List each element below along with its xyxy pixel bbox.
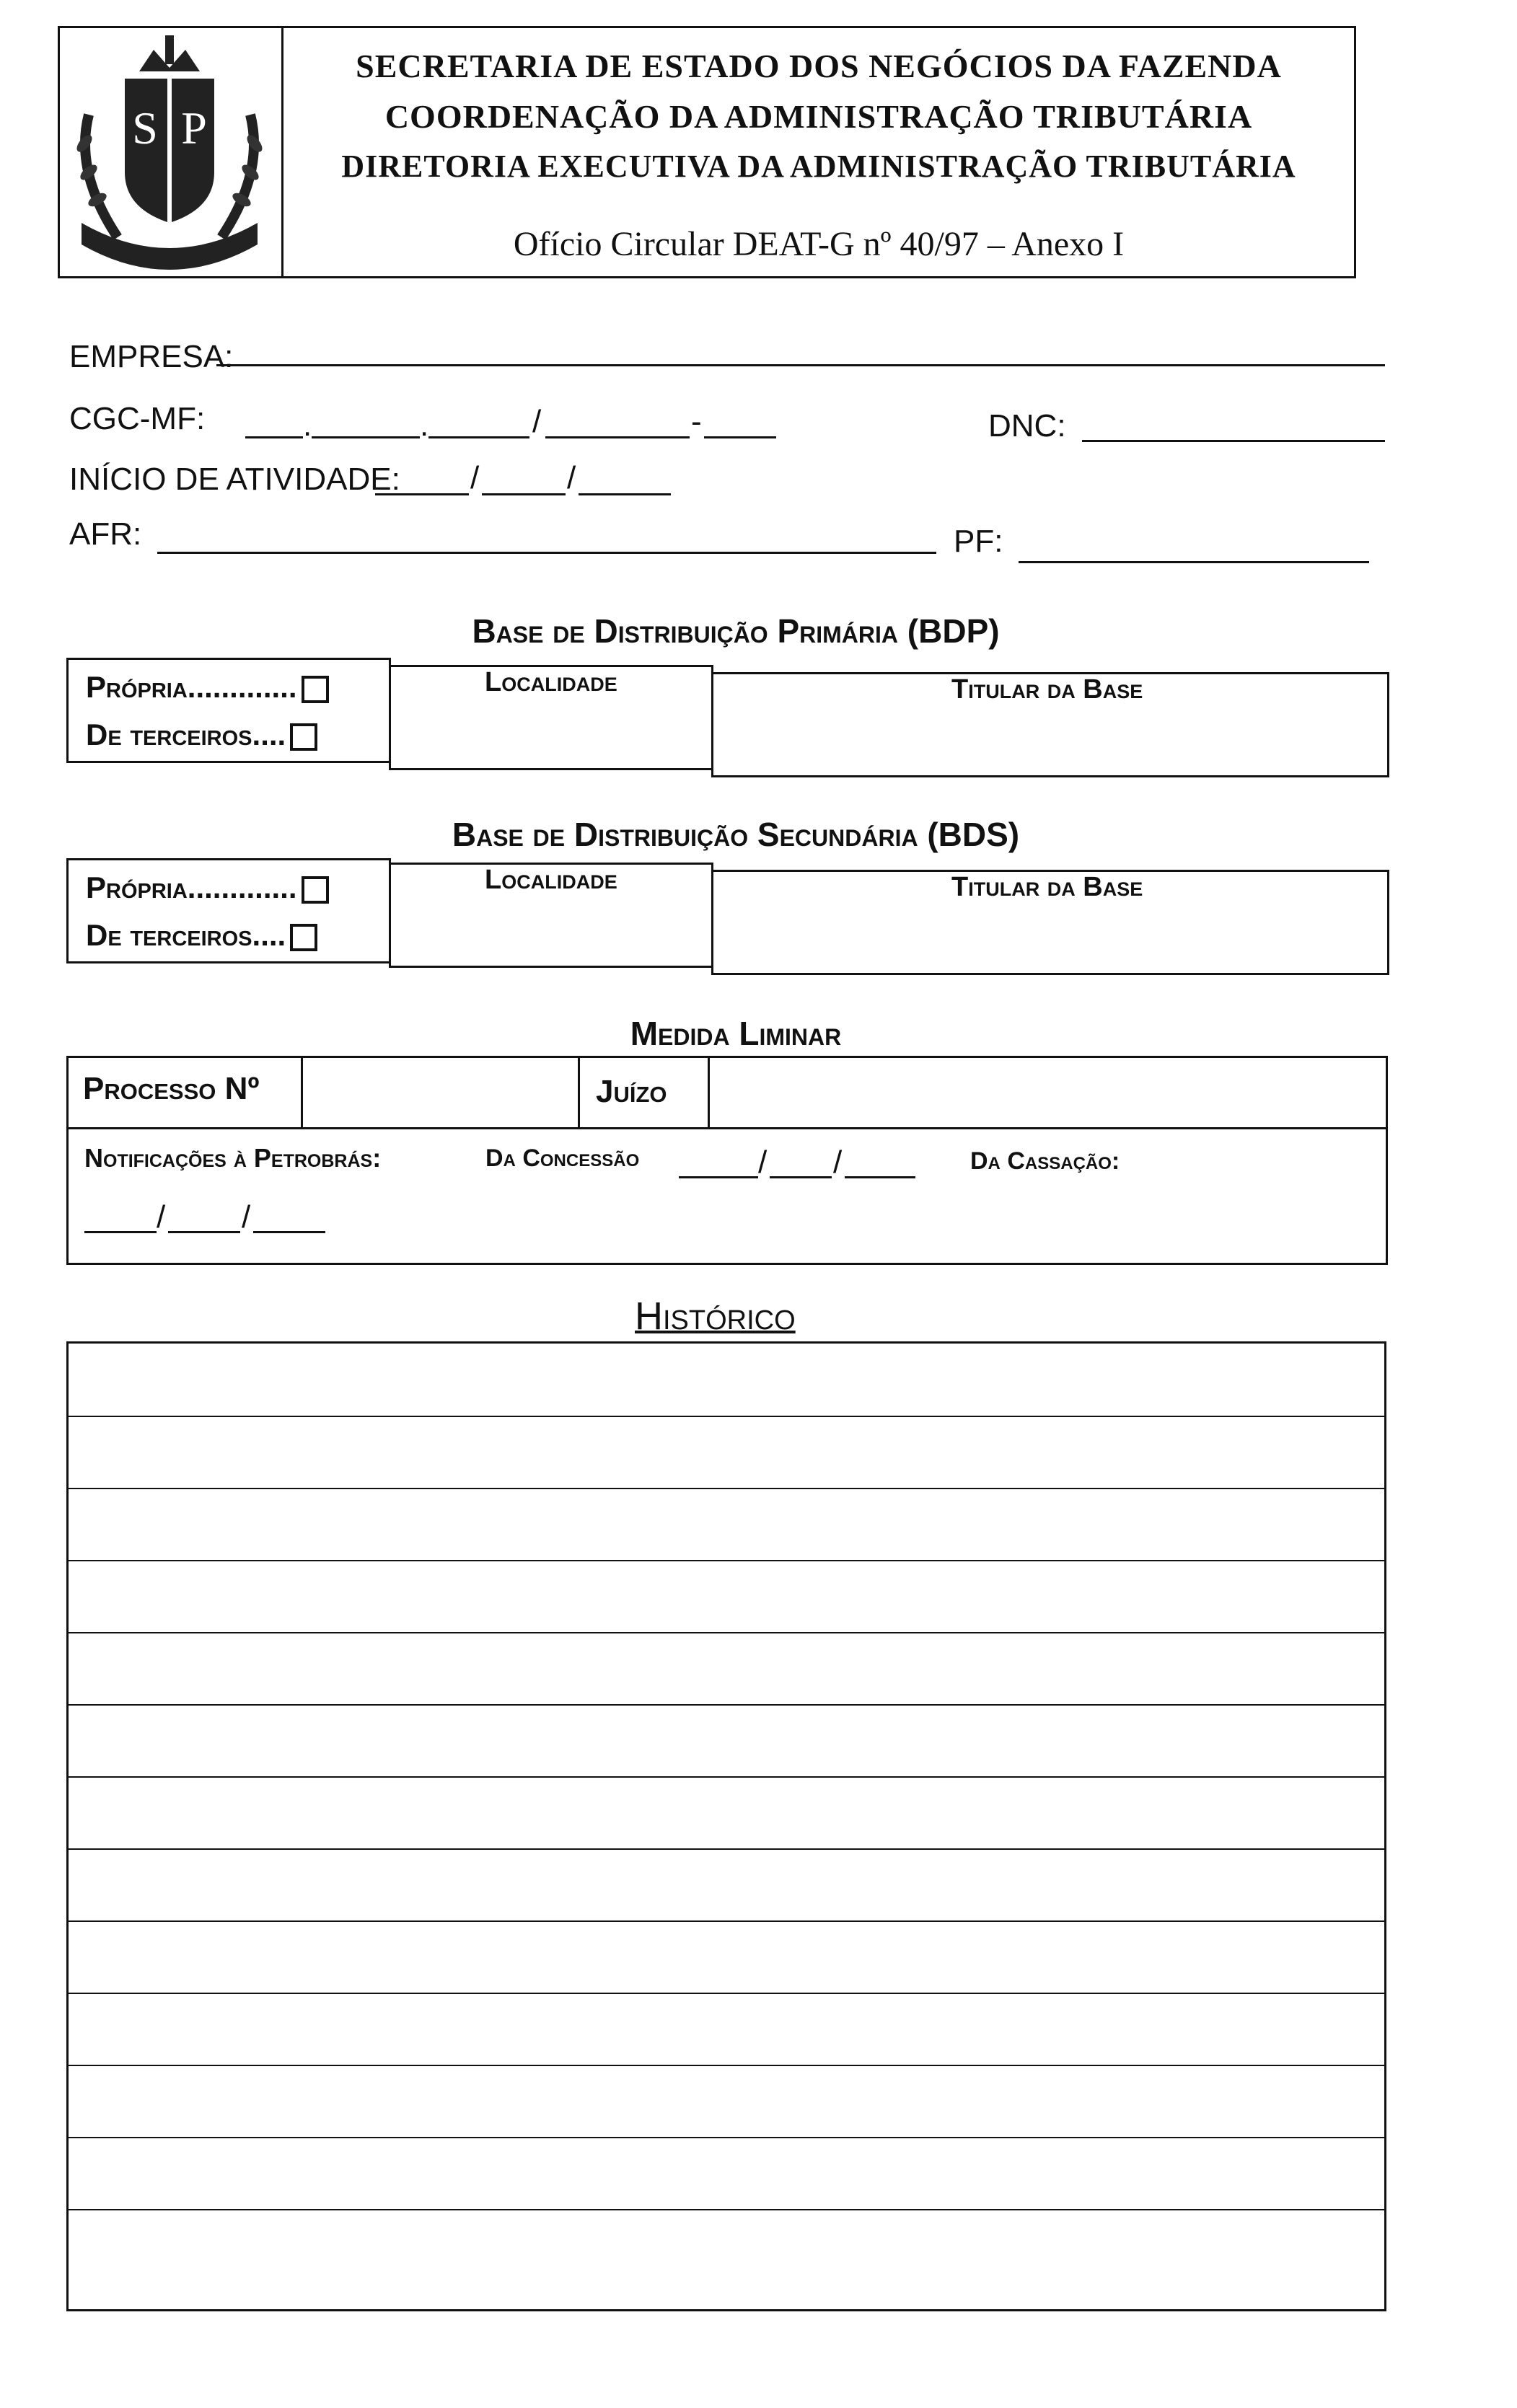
header-line-2: COORDENAÇÃO DA ADMINISTRAÇÃO TRIBUTÁRIA bbox=[384, 98, 1253, 135]
header-text-block bbox=[283, 28, 1354, 276]
processo-label-cell bbox=[69, 1058, 303, 1127]
historico-box[interactable] bbox=[66, 1341, 1386, 2311]
historico-line bbox=[69, 1488, 1384, 1489]
cgc-field-2[interactable] bbox=[312, 436, 420, 438]
notificacoes-label: Notificações à Petrobrás: bbox=[84, 1143, 382, 1173]
dnc-field[interactable] bbox=[1082, 440, 1385, 442]
cassacao-sep-2: / bbox=[242, 1199, 251, 1235]
bds-terceiros-option[interactable] bbox=[86, 918, 317, 953]
processo-label: Processo Nº bbox=[83, 1071, 260, 1106]
cgc-sep-1: . bbox=[303, 407, 312, 443]
bds-localidade-cell[interactable] bbox=[389, 863, 713, 968]
bds-propria-checkbox[interactable] bbox=[302, 876, 329, 904]
state-seal bbox=[60, 28, 283, 276]
concessao-day-field[interactable] bbox=[679, 1176, 758, 1178]
document-header bbox=[58, 26, 1356, 278]
historico-line bbox=[69, 1920, 1384, 1922]
bdp-propria-option[interactable] bbox=[86, 670, 329, 705]
bds-propria-option[interactable] bbox=[86, 870, 329, 905]
svg-text:S: S bbox=[132, 102, 158, 154]
cgc-field-3[interactable] bbox=[428, 436, 529, 438]
afr-field[interactable] bbox=[157, 552, 936, 554]
cassacao-sep-1: / bbox=[157, 1199, 166, 1235]
header-line-1: SECRETARIA DE ESTADO DOS NEGÓCIOS DA FAZENDA bbox=[356, 48, 1282, 84]
bds-title: Base de Distribuição Secundária (BDS) bbox=[452, 816, 1020, 853]
historico-line bbox=[69, 2137, 1384, 2138]
cgc-field-5[interactable] bbox=[704, 436, 776, 438]
historico-line bbox=[69, 1416, 1384, 1417]
afr-label: AFR: bbox=[69, 516, 142, 552]
bdp-titular-cell[interactable] bbox=[711, 672, 1389, 777]
inicio-sep-1: / bbox=[470, 460, 480, 495]
liminar-title: Medida Liminar bbox=[630, 1015, 842, 1052]
processo-field[interactable] bbox=[303, 1058, 580, 1127]
pf-field[interactable] bbox=[1019, 561, 1369, 563]
historico-line bbox=[69, 1776, 1384, 1778]
bdp-propria-checkbox[interactable] bbox=[302, 676, 329, 703]
cassacao-day-field[interactable] bbox=[84, 1231, 157, 1233]
historico-line bbox=[69, 2209, 1384, 2210]
sao-paulo-coat-of-arms-icon bbox=[60, 28, 279, 276]
historico-line bbox=[69, 1993, 1384, 1994]
cgc-field-4[interactable] bbox=[545, 436, 690, 438]
bds-type-box bbox=[66, 858, 391, 963]
bdp-localidade-label: Localidade bbox=[485, 667, 617, 697]
header-line-3: DIRETORIA EXECUTIVA DA ADMINISTRAÇÃO TRIBUTÁRIA bbox=[341, 149, 1296, 184]
bds-localidade-label: Localidade bbox=[485, 865, 617, 895]
empresa-field[interactable] bbox=[216, 364, 1385, 366]
concessao-sep-1: / bbox=[758, 1145, 768, 1180]
bds-titular-cell[interactable] bbox=[711, 870, 1389, 975]
cassacao-month-field[interactable] bbox=[168, 1231, 240, 1233]
cgc-field-1[interactable] bbox=[245, 436, 303, 438]
juizo-label: Juízo bbox=[596, 1074, 667, 1109]
bdp-localidade-cell[interactable] bbox=[389, 665, 713, 770]
bds-terceiros-label: De terceiros.... bbox=[86, 918, 286, 952]
juizo-field[interactable] bbox=[710, 1058, 1386, 1127]
inicio-year-field[interactable] bbox=[579, 493, 671, 495]
bds-terceiros-checkbox[interactable] bbox=[290, 924, 317, 951]
cgc-label: CGC-MF: bbox=[69, 401, 206, 436]
empresa-label: EMPRESA: bbox=[69, 339, 234, 374]
cgc-sep-4: - bbox=[691, 404, 702, 439]
historico-line bbox=[69, 1704, 1384, 1706]
bds-propria-label: Própria............. bbox=[86, 870, 297, 904]
historico-line bbox=[69, 1632, 1384, 1633]
pf-label: PF: bbox=[954, 524, 1003, 559]
dnc-label: DNC: bbox=[988, 408, 1066, 444]
inicio-atividade-label: INÍCIO DE ATIVIDADE: bbox=[69, 462, 400, 497]
concessao-label: Da Concessão bbox=[485, 1145, 640, 1172]
bdp-terceiros-label: De terceiros.... bbox=[86, 718, 286, 751]
historico-title: Histórico bbox=[635, 1295, 796, 1338]
inicio-day-field[interactable] bbox=[375, 493, 469, 495]
cgc-sep-2: . bbox=[420, 407, 429, 443]
bdp-titular-label: Titular da Base bbox=[951, 674, 1143, 705]
historico-line bbox=[69, 1848, 1384, 1850]
bdp-type-box bbox=[66, 658, 391, 763]
bds-titular-label: Titular da Base bbox=[951, 872, 1143, 902]
svg-text:P: P bbox=[181, 102, 207, 154]
cgc-sep-3: / bbox=[532, 404, 542, 439]
juizo-label-cell bbox=[580, 1058, 710, 1127]
concessao-sep-2: / bbox=[833, 1145, 843, 1180]
inicio-sep-2: / bbox=[567, 460, 576, 495]
liminar-box bbox=[66, 1056, 1388, 1265]
concessao-month-field[interactable] bbox=[770, 1176, 832, 1178]
concessao-year-field[interactable] bbox=[845, 1176, 915, 1178]
historico-line bbox=[69, 1560, 1384, 1561]
bdp-terceiros-option[interactable] bbox=[86, 718, 317, 752]
bdp-propria-label: Própria............. bbox=[86, 670, 297, 704]
cassacao-year-field[interactable] bbox=[253, 1231, 325, 1233]
liminar-divider bbox=[69, 1127, 1386, 1129]
bdp-terceiros-checkbox[interactable] bbox=[290, 723, 317, 751]
cassacao-label: Da Cassação: bbox=[970, 1147, 1120, 1175]
historico-line bbox=[69, 2065, 1384, 2066]
bdp-title: Base de Distribuição Primária (BDP) bbox=[472, 612, 1000, 650]
document-subtitle: Ofício Circular DEAT-G nº 40/97 – Anexo I bbox=[513, 225, 1125, 263]
inicio-month-field[interactable] bbox=[482, 493, 566, 495]
